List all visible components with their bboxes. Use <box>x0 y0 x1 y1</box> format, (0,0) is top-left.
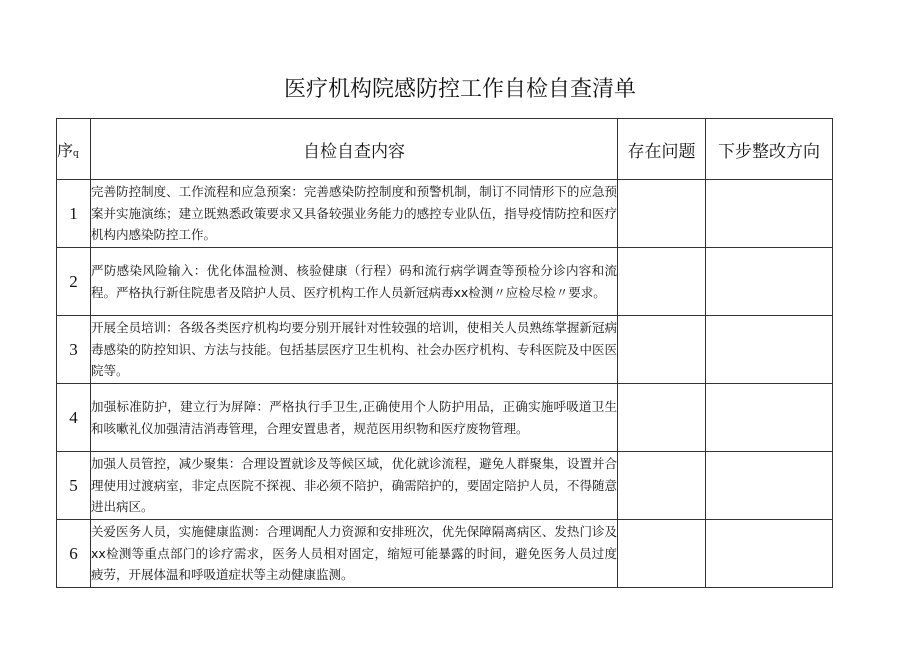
header-seq: 序q <box>57 119 91 180</box>
table-header-row <box>57 119 833 180</box>
row-direction-cell <box>706 316 833 384</box>
row-issue-cell <box>618 316 706 384</box>
row-direction-cell <box>706 384 833 452</box>
row-seq: 6 <box>57 520 91 588</box>
header-content: 自检自查内容 <box>91 119 618 180</box>
row-content: 加强人员管控，减少聚集：合理设置就诊及等候区域，优化就诊流程，避免人群聚集，设置并合理使用过渡病室，非定点医院不探视、非必须不陪护，确需陪护的，要固定陪护人员，不得随意进出病区。 <box>91 452 618 520</box>
table-row <box>57 248 833 316</box>
row-content: 开展全员培训：各级各类医疗机构均要分别开展针对性较强的培训，使相关人员熟练掌握新冠病毒感染的防控知识、方法与技能。包括基层医疗卫生机构、社会办医疗机构、专科医院及中医医院等。 <box>91 316 618 384</box>
row-content: 完善防控制度、工作流程和应急预案：完善感染防控制度和预警机制，制订不同情形下的应急预案并实施演练；建立既熟悉政策要求又具备较强业务能力的感控专业队伍，指导疫情防控和医疗机构内感染防控工作。 <box>91 180 618 248</box>
row-content: 关爱医务人员，实施健康监测：合理调配人力资源和安排班次，优先保障隔离病区、发热门诊及xx检测等重点部门的诊疗需求，医务人员相对固定，缩短可能暴露的时间，避免医务人员过度疲劳，开展体温和呼吸道症状等主动健康监测。 <box>91 520 618 588</box>
header-issue: 存在问题 <box>618 119 706 180</box>
page-title: 医疗机构院感防控工作自检自查清单 <box>283 77 636 102</box>
row-seq: 3 <box>57 316 91 384</box>
row-direction-cell <box>706 180 833 248</box>
row-issue-cell <box>618 452 706 520</box>
row-direction-cell <box>706 452 833 520</box>
table-row <box>57 452 833 520</box>
row-issue-cell <box>618 384 706 452</box>
row-issue-cell <box>618 248 706 316</box>
row-seq: 4 <box>57 384 91 452</box>
table-row <box>57 384 833 452</box>
table-row <box>57 180 833 248</box>
row-content: 严防感染风险输入：优化体温检测、核验健康（行程）码和流行病学调查等预检分诊内容和流程。严格执行新住院患者及陪护人员、医疗机构工作人员新冠病毒xx检测〃应检尽检〃要求。 <box>91 248 618 316</box>
row-issue-cell <box>618 520 706 588</box>
header-direction: 下步整改方向 <box>706 119 833 180</box>
row-content: 加强标准防护，建立行为屏障：严格执行手卫生,正确使用个人防护用品，正确实施呼吸道卫生和咳嗽礼仪加强清洁消毒管理，合理安置患者，规范医用织物和医疗废物管理。 <box>91 384 618 452</box>
checklist-table <box>56 118 833 588</box>
header-seq-suffix: q <box>73 148 79 159</box>
row-seq: 1 <box>57 180 91 248</box>
row-seq: 5 <box>57 452 91 520</box>
table-row <box>57 316 833 384</box>
table-row <box>57 520 833 588</box>
row-direction-cell <box>706 248 833 316</box>
row-seq: 2 <box>57 248 91 316</box>
row-issue-cell <box>618 180 706 248</box>
row-direction-cell <box>706 520 833 588</box>
